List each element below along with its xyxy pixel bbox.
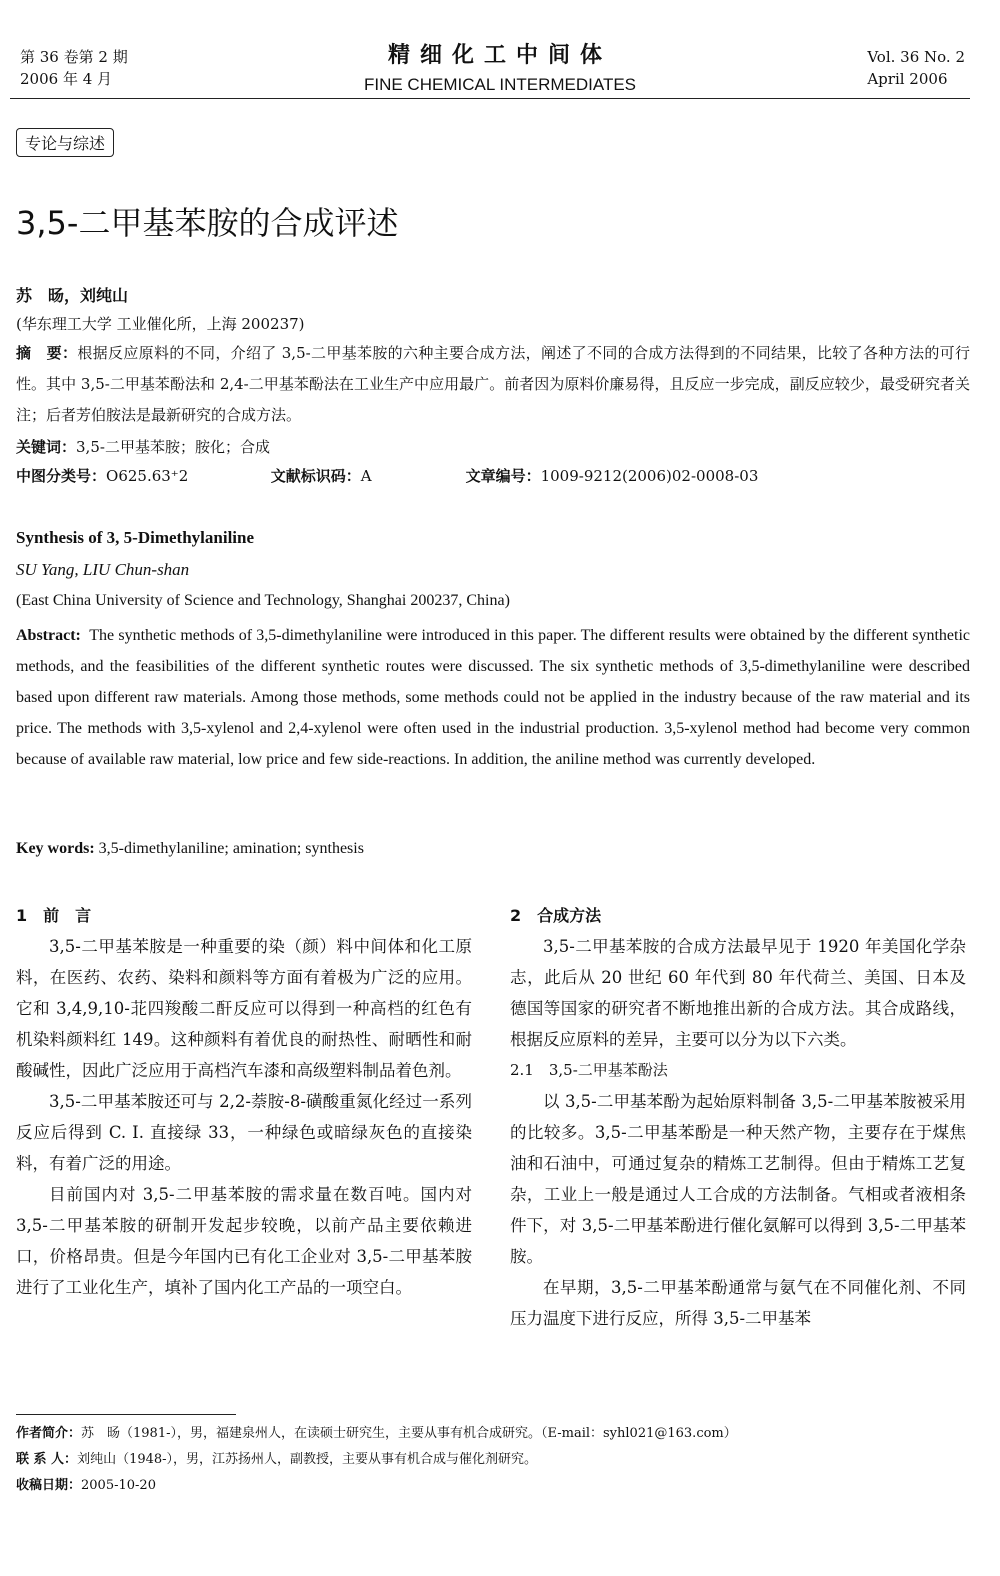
- volume-issue: 第 36 卷第 2 期: [20, 48, 128, 66]
- footnote-contact-text: 刘纯山（1948-），男，江苏扬州人，副教授，主要从事有机合成与催化剂研究。: [77, 1452, 538, 1467]
- issue-date-en: April 2006: [867, 70, 948, 88]
- footnote-received: [16, 1476, 156, 1496]
- volume-issue-en: Vol. 36 No. 2: [867, 48, 965, 66]
- footnote-divider: [16, 1414, 236, 1415]
- footnote-contact: [16, 1450, 537, 1470]
- header-divider: [10, 98, 970, 99]
- abstract-label: 摘 要：: [16, 344, 78, 362]
- section-tag: 专论与综述: [16, 128, 114, 157]
- english-affiliation: (East China University of Science and Technology, Shanghai 200237, China): [16, 592, 510, 609]
- body-left-column: [16, 900, 472, 1303]
- affiliation: (华东理工大学 工业催化所，上海 200237): [16, 315, 305, 333]
- doc-code-value: A: [360, 467, 372, 485]
- journal-header: [300, 38, 700, 95]
- section-1-heading: 1 前 言: [16, 906, 92, 925]
- journal-name-en: FINE CHEMICAL INTERMEDIATES: [363, 75, 637, 94]
- issue-info-en: [867, 46, 965, 90]
- clc-label: 中图分类号：: [16, 467, 107, 485]
- english-keywords: [16, 840, 364, 858]
- section-2-1-paragraph: 在早期，3,5-二甲基苯酚通常与氨气在不同催化剂、不同压力温度下进行反应，所得 3,5-二甲基苯: [510, 1278, 966, 1328]
- english-authors: SU Yang, LIU Chun-shan: [16, 560, 190, 579]
- footnote-author-text: 苏 旸（1981-），男，福建泉州人，在读硕士研究生，主要从事有机合成研究。（E-mail：syhl021@163.com）: [81, 1426, 737, 1441]
- english-title: Synthesis of 3, 5-Dimethylaniline: [16, 528, 255, 547]
- abstract-cn: [16, 338, 970, 431]
- classification-row: [16, 465, 970, 486]
- authors: 苏 旸，刘纯山: [16, 286, 129, 305]
- paper-title: 3,5-二甲基苯胺的合成评述: [16, 204, 399, 242]
- footnote-author: [16, 1424, 737, 1444]
- issue-date: 2006 年 4 月: [20, 70, 113, 88]
- english-keywords-label: Key words:: [16, 840, 95, 857]
- clc-value: O625.63⁺2: [106, 467, 189, 485]
- keywords-label: 关键词：: [16, 438, 77, 456]
- article-no-label: 文章编号：: [465, 467, 541, 485]
- article-no-value: 1009-9212(2006)02-0008-03: [540, 467, 759, 485]
- section-2-paragraph: 3,5-二甲基苯胺的合成方法最早见于 1920 年美国化学杂志，此后从 20 世纪 60 年代到 80 年代荷兰、美国、日本及德国等国家的研究者不断地推出新的合成方法。其合成路线，根据反应原料的差异，主要可以分为以下六类。: [510, 937, 966, 1049]
- footnote-contact-label: 联 系 人：: [16, 1452, 78, 1467]
- keywords-cn: [16, 432, 970, 463]
- abstract-text: 根据反应原料的不同，介绍了 3,5-二甲基苯胺的六种主要合成方法，阐述了不同的合成方法得到的不同结果，比较了各种方法的可行性。其中 3,5-二甲基苯酚法和 2,4-二甲基苯酚法在工业生产中应用最广。前者因为原料价廉易得，且反应一步完成，副反应较少，最受研究者关注；后者芳伯胺法是最新研究的合成方法。: [16, 344, 970, 424]
- section-2-1-paragraph: 以 3,5-二甲基苯酚为起始原料制备 3,5-二甲基苯胺被采用的比较多。3,5-二甲基苯酚是一种天然产物，主要存在于煤焦油和石油中，可通过复杂的精炼工艺制得。但由于精炼工艺复杂，工业上一般是通过人工合成的方法制备。气相或者液相条件下，对 3,5-二甲基苯酚进行催化氨解可以得到 3,5-二甲基苯胺。: [510, 1092, 966, 1266]
- body-right-column: [510, 900, 966, 1334]
- journal-name-cn: 精细化工中间体: [387, 43, 612, 68]
- section-1-paragraph: 3,5-二甲基苯胺还可与 2,2-萘胺-8-磺酸重氮化经过一系列反应后得到 C. I. 直接绿 33，一种绿色或暗绿灰色的直接染料，有着广泛的用途。: [16, 1092, 472, 1173]
- issue-info: [20, 46, 128, 90]
- english-abstract-label: Abstract:: [16, 627, 81, 644]
- section-1-paragraph: 目前国内对 3,5-二甲基苯胺的需求量在数百吨。国内对 3,5-二甲基苯胺的研制开发起步较晚，以前产品主要依赖进口，价格昂贵。但是今年国内已有化工企业对 3,5-二甲基苯胺进行了工业化生产，填补了国内化工产品的一项空白。: [16, 1185, 472, 1297]
- english-abstract: [16, 620, 970, 775]
- section-1-paragraph: 3,5-二甲基苯胺是一种重要的染（颜）料中间体和化工原料，在医药、农药、染料和颜料等方面有着极为广泛的应用。它和 3,4,9,10-苝四羧酸二酐反应可以得到一种高档的红色有机染料颜料红 149。这种颜料有着优良的耐热性、耐晒性和耐酸碱性，因此广泛应用于高档汽车漆和高级塑料制品着色剂。: [16, 937, 472, 1080]
- english-abstract-text: The synthetic methods of 3,5-dimethylaniline were introduced in this paper. The different results were obtained by the different synthetic methods, and the feasibilities of the different synthetic routes were discussed. The six synthetic methods of 3,5-dimethylaniline were described based upon different raw materials. Among those methods, some methods could not be applied in the industry because of the raw material and its price. The methods with 3,5-xylenol and 2,4-xylenol were often used in the industrial production. 3,5-xylenol method had become very common because of available raw material, low price and few side-reactions. In addition, the aniline method was currently developed.: [16, 627, 970, 768]
- english-keywords-text: 3,5-dimethylaniline; amination; synthesis: [98, 840, 364, 857]
- section-2-1-heading: 2.1 3,5-二甲基苯酚法: [510, 1061, 668, 1079]
- footnote-author-label: 作者简介：: [16, 1426, 82, 1441]
- doc-code-label: 文献标识码：: [270, 467, 361, 485]
- footnote-received-text: 2005-10-20: [81, 1478, 156, 1493]
- footnote-received-label: 收稿日期：: [16, 1478, 82, 1493]
- keywords-text: 3,5-二甲基苯胺；胺化；合成: [76, 438, 270, 456]
- section-2-heading: 2 合成方法: [510, 906, 602, 925]
